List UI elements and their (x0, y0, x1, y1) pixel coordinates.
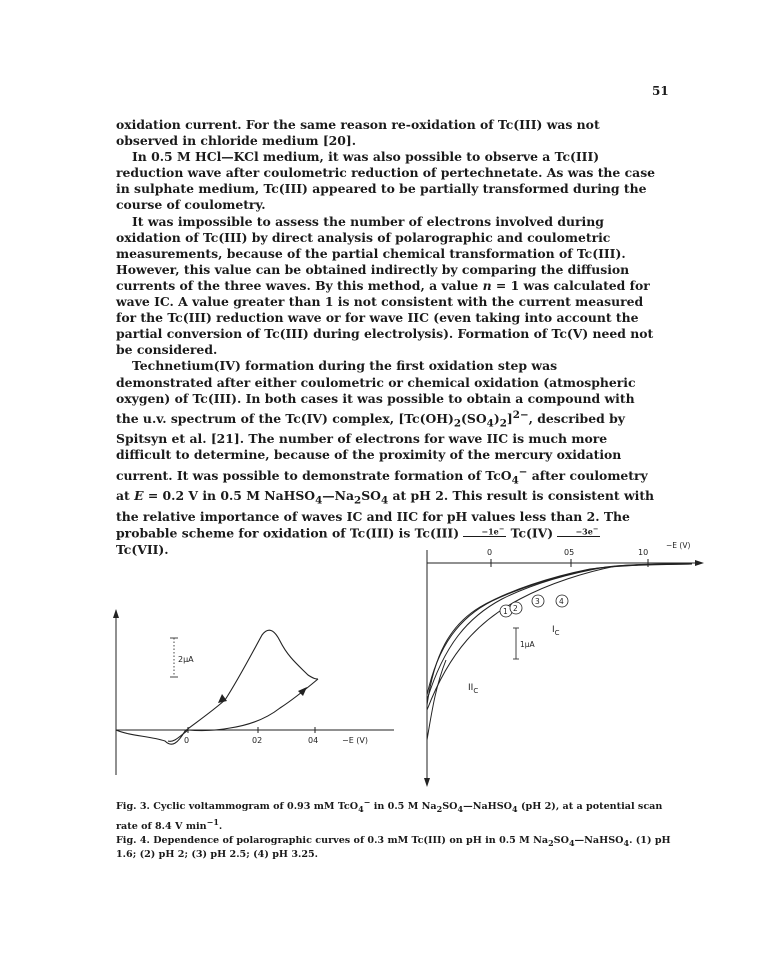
fig4-lower-branch (427, 660, 446, 740)
fig4-wave-ic-label: $I_C$ (552, 625, 560, 637)
svg-text:3: 3 (535, 597, 540, 606)
fig3-tick-label-02: 02 (252, 736, 263, 745)
fig4-tick-label-05: 05 (564, 548, 575, 557)
fig3-tick-label-0: 0 (184, 736, 190, 745)
paragraph-2: In 0.5 M HCl—KCl medium, it was also possible to observe a Tc(III) reduction wave after coulometric reduction of pertechnetate. As was the case in sulphate medium, Tc(III) appeared to be partially transformed during the course of coulometry. (116, 149, 656, 213)
fig4-wave-iic-label: $II_C$ (468, 683, 479, 695)
fig4-scale-label: 1μA (520, 640, 535, 649)
figure-3-caption: Fig. 3. Cyclic voltammogram of 0.93 mM TcO$_4$− in 0.5 M $Na_2SO_4—NaHSO_4$ (pH 2), at a potential scan rate of 8.4 V $\min^{-1}$. (116, 797, 663, 832)
svg-text:1: 1 (503, 607, 508, 616)
fig3-scale-label: 2μA (178, 655, 194, 664)
fig4-tick-label-0: 0 (487, 548, 493, 557)
figure-4-polarograms (410, 535, 710, 790)
paragraph-3: It was impossible to assess the number of electrons involved during oxidation of Tc(III) by direct analysis of polarographic and coulometric measurements, because of the partial chemical transformation of Tc(III). However, this value can be obtained indirectly by comparing the diffusion currents of the three waves. By this method, a value n = 1 was calculated for wave IC. A value greater than 1 is not consistent with the current measured for the Tc(III) reduction wave or for wave IIC (even taking into account the partial conversion of Tc(III) during electrolysis). Formation of Tc(V) need not be considered. (116, 213, 654, 358)
paragraph-4: Technetium(IV) formation during the first oxidation step was demonstrated after either coulometric or chemical oxidation (atmospheric oxygen) of Tc(III). In both cases it was possible to obtain a compound with the u.v. spectrum of the Tc(IV) complex, $[Tc(OH)_2(SO_4)_2]^{2-}$, described by Spitsyn et al. [21]. The number of electrons for wave IIC is much more difficult to determine, because of the proximity of the mercury oxidation current. It was possible to demonstrate formation of TcO$_4$− after coulometry at E = 0.2 V in 0.5 M $NaHSO_4—Na_2SO_4$ at pH 2. This result is consistent with the relative importance of waves IC and IIC for pH values less than 2. The probable scheme for oxidation of Tc(III) is Tc(III) −1e− Tc(IV) −3e− Tc(VII). (116, 358, 655, 557)
body-text (116, 117, 656, 558)
fig4-tick-label-10: 10 (638, 548, 649, 557)
fig4-potential-axis-arrow (695, 560, 704, 566)
fig3-axis-label: −E (V) (342, 736, 369, 745)
figure-4-caption: Fig. 4. Dependence of polarographic curves of 0.3 mM Tc(III) on pH in 0.5 M $Na_2SO_4—NaHSO_4$. (1) pH 1.6; (2) pH 2; (3) pH 2.5; (4) pH 3.25. (116, 835, 671, 861)
figure-3-voltammogram (110, 605, 410, 790)
paragraph-1: oxidation current. For the same reason re-oxidation of Tc(III) was not observed in chloride medium [20]. (116, 117, 600, 149)
fig4-curve-label-3 (532, 595, 544, 607)
svg-text:4: 4 (559, 597, 564, 606)
fig4-curve-label-2 (510, 602, 522, 614)
fig4-axis-label: −E (V) (666, 541, 691, 550)
fig3-tick-label-04: 04 (308, 736, 319, 745)
fig3-current-axis-arrow (113, 609, 119, 618)
fig3-reverse-scan (168, 679, 318, 741)
fig4-curve-label-4 (556, 595, 568, 607)
fig3-forward-scan (116, 630, 318, 744)
svg-text:2: 2 (513, 604, 518, 613)
fig4-current-axis-arrow (424, 778, 430, 787)
page-number: 51 (652, 84, 669, 98)
fig4-curve-4 (427, 564, 692, 710)
